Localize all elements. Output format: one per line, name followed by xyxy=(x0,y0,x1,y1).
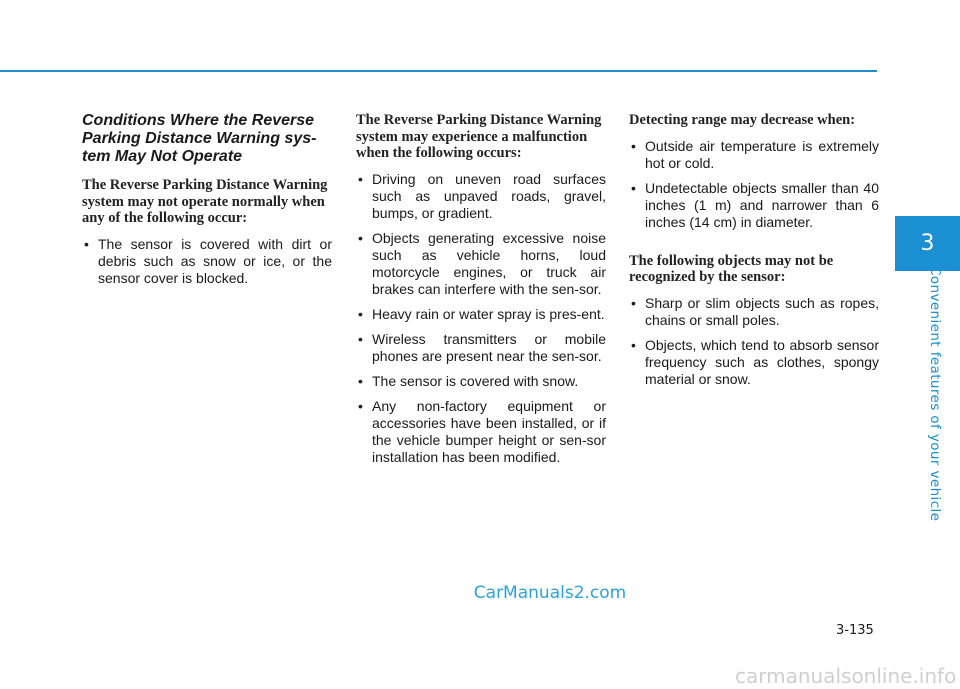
list-item: • The sensor is covered with snow. xyxy=(356,373,606,390)
list-item: • Heavy rain or water spray is pres-ent. xyxy=(356,306,606,323)
subheading-detecting-range: Detecting range may decrease when: xyxy=(629,112,856,128)
condition-list xyxy=(82,236,332,287)
list-item: • Objects, which tend to absorb sensor frequency such as clothes, spongy material or snow. xyxy=(629,337,879,388)
detecting-range-list xyxy=(629,138,879,231)
not-recognized-list xyxy=(629,295,879,388)
list-item: • Sharp or slim objects such as ropes, chains or small poles. xyxy=(629,295,879,329)
list-item: • Driving on uneven road surfaces such as unpaved roads, gravel, bumps, or gradient. xyxy=(356,171,606,222)
malfunction-list xyxy=(356,171,606,466)
list-item: • Objects generating excessive noise such as vehicle horns, loud motorcycle engines, or truck air brakes can interfere with the sen-sor. xyxy=(356,230,606,298)
page-number: 3-135 xyxy=(836,623,874,638)
list-item: • Undetectable objects smaller than 40 inches (1 m) and narrower than 6 inches (14 cm) in diameter. xyxy=(629,180,879,231)
column-1 xyxy=(82,112,332,295)
subheading-malfunction: The Reverse Parking Distance Warning system may experience a malfunction when the following occurs: xyxy=(356,112,602,161)
chapter-number: 3 xyxy=(920,231,935,256)
subheading-may-not-operate: The Reverse Parking Distance Warning system may not operate normally when any of the following occur: xyxy=(82,177,328,226)
chapter-number-tab xyxy=(895,216,960,271)
column-3 xyxy=(629,112,879,396)
section-heading: Conditions Where the Reverse Parking Distance Warning sys-tem May Not Operate xyxy=(82,112,317,165)
column-2 xyxy=(356,112,606,474)
list-item: • Wireless transmitters or mobile phones are present near the sen-sor. xyxy=(356,331,606,365)
list-item: • Any non-factory equipment or accessories have been installed, or if the vehicle bumper height or sen-sor installation has been modified. xyxy=(356,398,606,466)
footer-watermark: carmanualsonline.info xyxy=(735,664,957,688)
chapter-title: Convenient features of your vehicle xyxy=(927,266,943,522)
header-rule xyxy=(0,70,877,72)
list-item: • The sensor is covered with dirt or debris such as snow or ice, or the sensor cover is blocked. xyxy=(82,236,332,287)
watermark-link[interactable]: CarManuals2.com xyxy=(473,583,627,603)
list-item: • Outside air temperature is extremely hot or cold. xyxy=(629,138,879,172)
subheading-not-recognized: The following objects may not be recognized by the sensor: xyxy=(629,252,834,285)
